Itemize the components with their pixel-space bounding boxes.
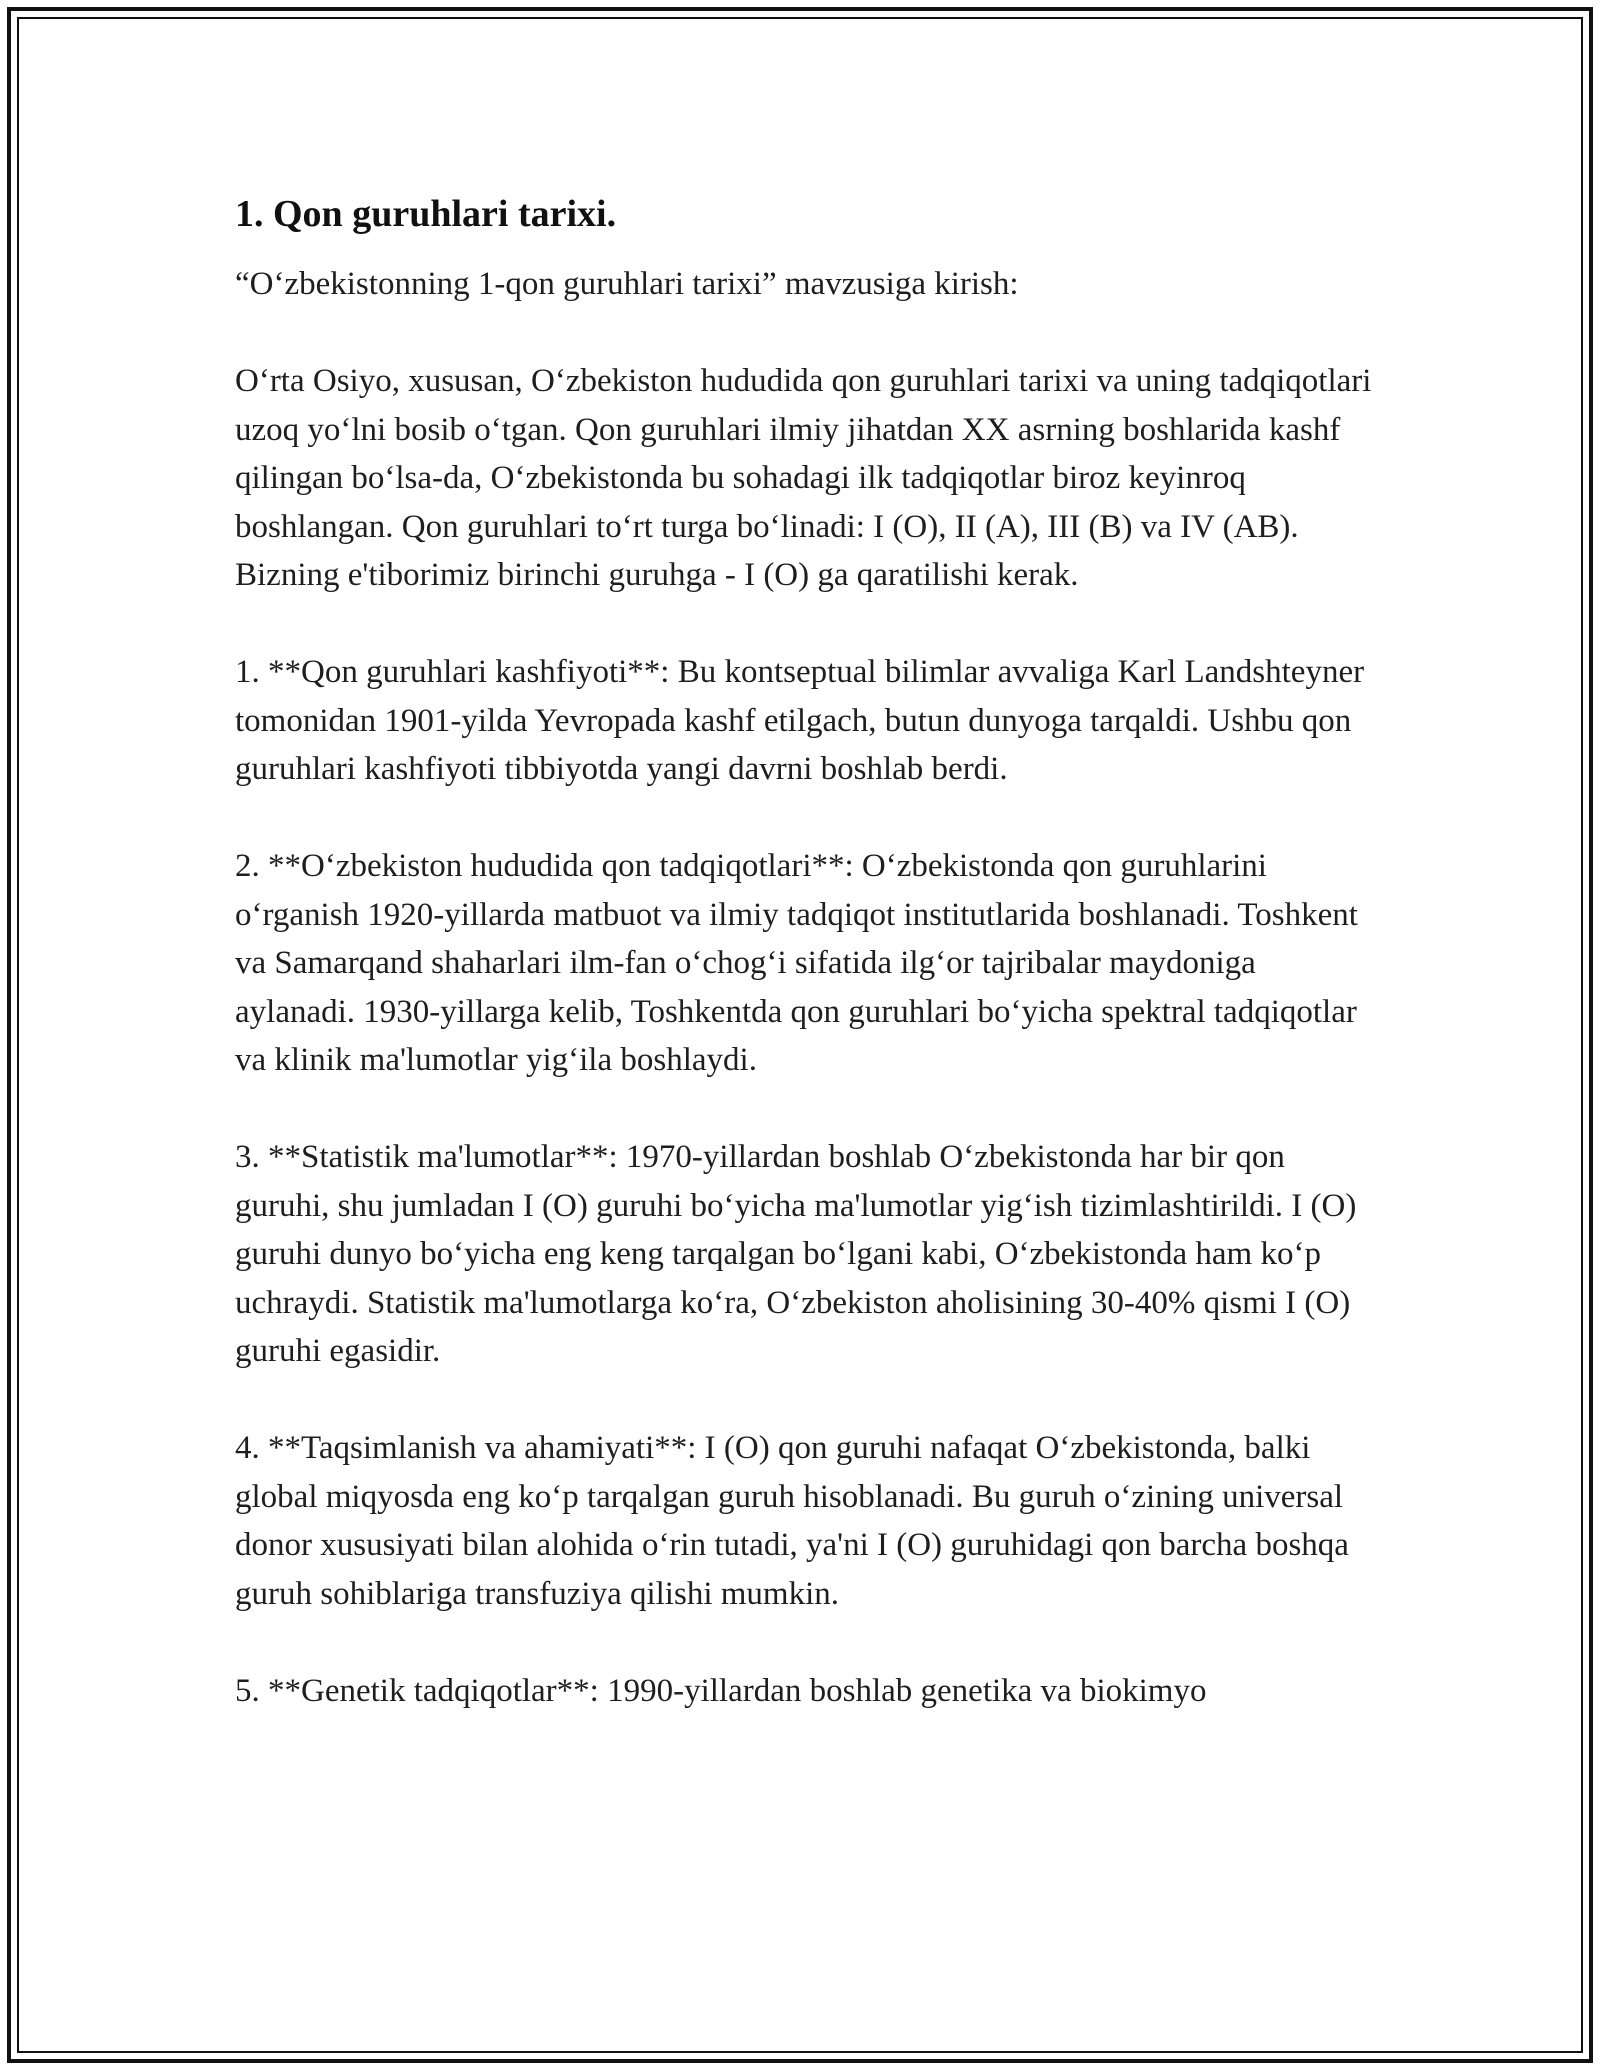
distribution-paragraph: 4. **Taqsimlanish va ahamiyati**: I (O) qon guruhi nafaqat Oʻzbekistonda, balki global miqyosda eng koʻp tarqalgan guruh hisoblanadi. Bu guruh oʻzining universal donor xususiyati bilan alohida oʻrin tutadi, ya'ni I (O) guruhidagi qon barcha boshqa guruh sohiblariga transfuziya qilishi mumkin. bbox=[235, 1430, 1349, 1612]
intro-line: “Oʻzbekistonning 1-qon guruhlari tarixi” mavzusiga kirish: bbox=[235, 266, 1019, 302]
section-heading: 1. Qon guruhlari tarixi. bbox=[235, 193, 617, 235]
uzbekistan-research-paragraph: 2. **Oʻzbekiston hududida qon tadqiqotlari**: Oʻzbekistonda qon guruhlarini oʻrganish 1920-yillarda matbuot va ilmiy tadqiqot institutlarida boshlanadi. Toshkent va Samarqand shaharlari ilm-fan oʻchogʻi sifatida ilgʻor tajribalar maydoniga aylanadi. 1930-yillarga kelib, Toshkentda qon guruhlari boʻyicha spektral tadqiqotlar va klinik ma'lumotlar yigʻila boshlaydi. bbox=[235, 848, 1358, 1078]
genetics-paragraph: 5. **Genetik tadqiqotlar**: 1990-yillardan boshlab genetika va biokimyo bbox=[235, 1672, 1207, 1709]
overview-paragraph: Oʻrta Osiyo, xususan, Oʻzbekiston hududida qon guruhlari tarixi va uning tadqiqotlari uzoq yoʻlni bosib oʻtgan. Qon guruhlari ilmiy jihatdan XX asrning boshlarida kashf qilingan boʻlsa-da, Oʻzbekistonda bu sohadagi ilk tadqiqotlar biroz keyinroq boshlangan. Qon guruhlari toʻrt turga boʻlinadi: I (O), II (A), III (B) va IV (AB). Bizning e'tiborimiz birinchi guruhga - I (O) ga qaratilishi kerak. bbox=[235, 363, 1372, 593]
document-body bbox=[235, 190, 1380, 1715]
discovery-paragraph: 1. **Qon guruhlari kashfiyoti**: Bu kontseptual bilimlar avvaliga Karl Landshteyner tomonidan 1901-yilda Yevropada kashf etilgach, butun dunyoga tarqaldi. Ushbu qon guruhlari kashfiyoti tibbiyotda yangi davrni boshlab berdi. bbox=[235, 654, 1365, 787]
statistics-paragraph: 3. **Statistik ma'lumotlar**: 1970-yillardan boshlab Oʻzbekistonda har bir qon guruhi, shu jumladan I (O) guruhi boʻyicha ma'lumotlar yigʻish tizimlashtirildi. I (O) guruhi dunyo boʻyicha eng keng tarqalgan boʻlgani kabi, Oʻzbekistonda ham koʻp uchraydi. Statistik ma'lumotlarga koʻra, Oʻzbekiston aholisining 30-40% qismi I (O) guruhi egasidir. bbox=[235, 1139, 1357, 1369]
